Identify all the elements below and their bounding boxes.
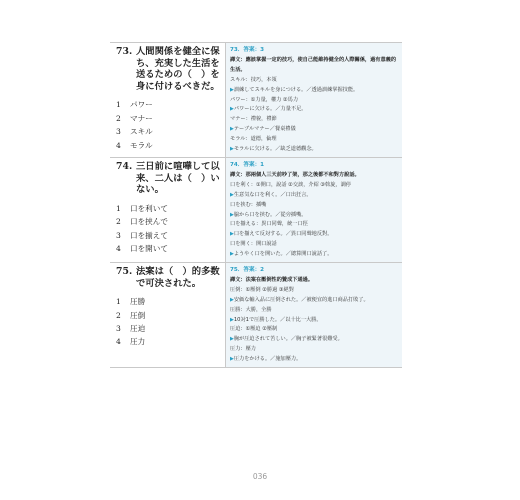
vocab-note: 口を利く：①開口，說話 ②交談，介紹 ③斡旋，調停: [230, 181, 351, 188]
triangle-icon: ▶: [230, 231, 234, 238]
example-line: [230, 296, 398, 306]
answer-heading: 73．答案：3: [230, 47, 265, 53]
question-stem: [116, 266, 222, 289]
answer-heading: 74．答案：1: [230, 161, 265, 168]
option-item: [116, 98, 222, 111]
options-list: [116, 98, 222, 152]
question-number: 74.: [116, 160, 133, 172]
vocab-note: 圧迫：①壓迫 ②壓制: [230, 326, 278, 333]
question-stem: [116, 161, 222, 196]
triangle-icon: ▶: [230, 336, 234, 343]
option-number: 2: [116, 310, 121, 320]
example-line: [230, 125, 398, 135]
example-text: 生意気な口を利く。／口出狂言。: [233, 191, 312, 198]
option-item: [116, 202, 222, 215]
triangle-icon: ▶: [230, 146, 234, 153]
page-number: 036: [252, 472, 268, 481]
example-text: 訓練してスキルを身につける。／透過訓練掌握技能。: [233, 86, 359, 93]
example-text: 10対1で圧勝した。／以十比一大勝。: [233, 316, 322, 323]
answer-cell: [225, 158, 402, 262]
option-item: [116, 112, 222, 125]
example-text: ようやく口を開いた。／總算開口說話了。: [233, 251, 333, 258]
example-line: [230, 86, 398, 96]
vocab-note: モラル：道德，倫理: [230, 136, 277, 143]
option-text: 圧力: [130, 337, 146, 347]
triangle-icon: ▶: [230, 106, 234, 113]
option-item: [116, 125, 222, 138]
question-number: 75.: [116, 266, 133, 278]
option-number: 4: [116, 243, 121, 253]
answer-cell: [225, 43, 402, 157]
question-text: 人間関係を健全に保ち、充実した生活を送るための（ ）を身に付けるべきだ。: [136, 46, 220, 92]
answer-table: [110, 42, 402, 368]
example-text: 口を揃えて反対する。／異口同聲地反對。: [233, 231, 333, 238]
example-line: [230, 145, 398, 155]
triangle-icon: ▶: [230, 86, 234, 93]
question-row: [110, 262, 402, 368]
example-text: モラルに欠ける。／缺乏道德觀念。: [233, 146, 317, 153]
question-text: 法案は（ ）的多数で可決された。: [136, 266, 220, 289]
option-item: [116, 309, 222, 322]
option-number: 1: [116, 100, 121, 110]
example-line: [230, 316, 398, 326]
example-text: テーブルマナー／餐桌禮儀: [233, 126, 296, 133]
example-text: 安価な輸入品に圧倒された。／被便宜的進口商品打敗了。: [233, 296, 369, 303]
triangle-icon: ▶: [230, 296, 234, 303]
vocab-note: 口を揃える：異口同聲，統一口徑: [230, 221, 308, 228]
vocab-note: 圧倒：①壓倒 ②勝過 ③絕對: [230, 286, 294, 293]
question-text: 三日前に喧嘩して以来、二人は（ ）いない。: [136, 160, 220, 196]
triangle-icon: ▶: [230, 316, 234, 323]
option-item: [116, 322, 222, 335]
vocab-note: 口を開く：開口說話: [230, 241, 277, 248]
option-item: [116, 335, 222, 348]
question-number: 73.: [116, 46, 133, 57]
example-text: 脇から口を挟む。／從旁插嘴。: [233, 211, 307, 218]
question-cell: [110, 43, 225, 157]
answer-cell: [225, 263, 402, 367]
example-text: パワーに欠ける。／力量不足。: [233, 106, 307, 113]
vocab-note: 圧力：壓力: [230, 346, 256, 353]
option-number: 2: [116, 113, 121, 123]
option-text: 口を揃えて: [130, 230, 168, 240]
option-item: [116, 215, 222, 228]
translation: 譯文：法案在壓倒性的贊成下通過。: [230, 276, 314, 283]
option-text: モラル: [130, 140, 153, 150]
triangle-icon: ▶: [230, 191, 234, 198]
example-line: [230, 335, 398, 345]
option-text: パワー: [130, 100, 153, 110]
option-item: [116, 139, 222, 152]
example-line: [230, 211, 398, 221]
vocab-note: 圧勝：大勝，全勝: [230, 306, 272, 313]
option-item: [116, 242, 222, 255]
question-cell: [110, 263, 225, 367]
answer-heading: 75．答案：2: [230, 267, 265, 274]
option-number: 3: [116, 324, 121, 334]
example-line: [230, 191, 398, 201]
vocab-note: マナー：禮貌，禮節: [230, 116, 277, 123]
option-number: 2: [116, 217, 121, 227]
option-text: 圧倒: [130, 310, 146, 320]
option-text: 圧迫: [130, 324, 146, 334]
question-stem: [116, 46, 222, 92]
options-list: [116, 202, 222, 256]
example-line: [230, 105, 398, 115]
option-number: 3: [116, 127, 121, 137]
example-text: 圧力をかける。／施加壓力。: [233, 356, 302, 363]
option-text: マナー: [130, 113, 153, 123]
example-text: 胸が圧迫されて苦しい。／胸子被緊著很難受。: [233, 336, 343, 343]
option-text: 圧勝: [130, 297, 146, 307]
vocab-note: スキル：技巧，本領: [230, 76, 277, 83]
triangle-icon: ▶: [230, 126, 234, 133]
example-line: [230, 250, 398, 260]
translation: 譯文：那兩個人三天前吵了架，那之後都不和對方說話。: [230, 171, 360, 178]
translation: 譯文：應該掌握一定的技巧，使自己能維持健全的人際關係，過有意義的生活。: [230, 56, 397, 73]
triangle-icon: ▶: [230, 356, 234, 363]
option-text: スキル: [130, 127, 153, 137]
example-line: [230, 230, 398, 240]
option-item: [116, 295, 222, 308]
question-row: [110, 157, 402, 262]
option-number: 3: [116, 230, 121, 240]
vocab-note: パワー：①力量，權力 ②馬力: [230, 96, 299, 103]
question-cell: [110, 158, 225, 262]
option-number: 4: [116, 140, 121, 150]
triangle-icon: ▶: [230, 251, 234, 258]
option-text: 口を挟んで: [130, 217, 168, 227]
option-text: 口を利いて: [130, 203, 168, 213]
option-text: 口を開いて: [130, 243, 168, 253]
example-line: [230, 355, 398, 365]
vocab-note: 口を挟む：插嘴: [230, 201, 267, 208]
options-list: [116, 295, 222, 349]
option-number: 4: [116, 337, 121, 347]
option-item: [116, 229, 222, 242]
option-number: 1: [116, 203, 121, 213]
question-row: [110, 42, 402, 157]
option-number: 1: [116, 297, 121, 307]
triangle-icon: ▶: [230, 211, 234, 218]
